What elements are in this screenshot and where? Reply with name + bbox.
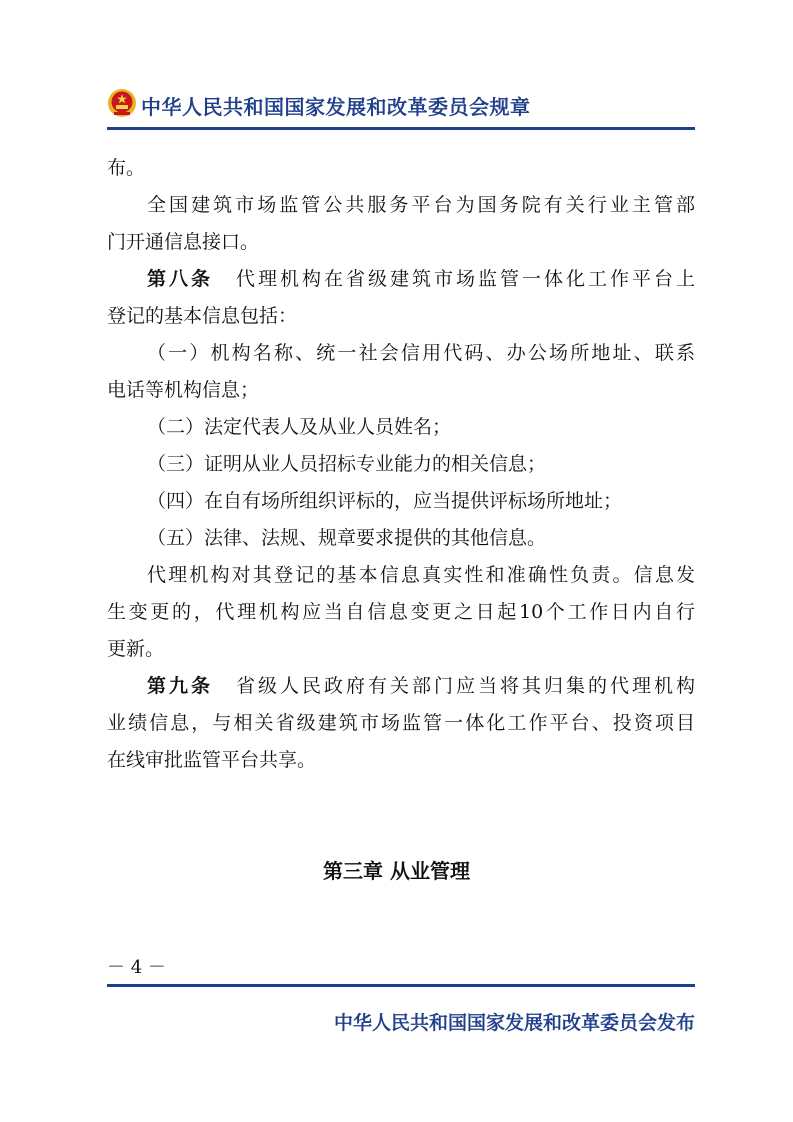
text-line: 门开通信息接口。 (107, 231, 260, 253)
text-line: 在线审批监管平台共享。 (107, 749, 317, 771)
header-title: 中华人民共和国国家发展和改革委员会规章 (141, 95, 531, 119)
page-number: － 4 － (107, 957, 166, 978)
text-line: 全国建筑市场监管公共服务平台为国务院有关行业主管部 (147, 194, 695, 216)
list-item: （三）证明从业人员招标专业能力的相关信息； (147, 453, 547, 475)
text-line: 代理机构对其登记的基本信息真实性和准确性负责。信息发 (147, 564, 695, 586)
article-eight-label: 第八条 (147, 268, 213, 290)
text-line: 代理机构在省级建筑市场监管一体化工作平台上 (233, 268, 695, 290)
text-line: 布。 (107, 157, 146, 179)
text-line: 更新。 (107, 638, 165, 660)
chapter-title: 第三章 从业管理 (323, 859, 470, 883)
footer-divider (107, 984, 695, 987)
footer-publisher: 中华人民共和国国家发展和改革委员会发布 (333, 1012, 695, 1034)
text-line: 生变更的，代理机构应当自信息变更之日起10个工作日内自行 (107, 601, 695, 623)
text-line: 登记的基本信息包括： (107, 305, 298, 327)
list-item: （一）机构名称、统一社会信用代码、办公场所地址、联系 (147, 342, 695, 364)
list-item: （二）法定代表人及从业人员姓名； (147, 416, 452, 438)
article-eight (147, 266, 695, 292)
header-divider (107, 127, 695, 130)
list-item: （五）法律、法规、规章要求提供的其他信息。 (147, 527, 547, 549)
list-item: （四）在自有场所组织评标的，应当提供评标场所地址； (147, 490, 623, 512)
text-line: 电话等机构信息； (107, 379, 260, 401)
page-header (107, 86, 695, 122)
article-nine (147, 673, 695, 699)
article-nine-label: 第九条 (147, 675, 213, 697)
text-line: 业绩信息，与相关省级建筑市场监管一体化工作平台、投资项目 (107, 712, 695, 734)
text-line: 省级人民政府有关部门应当将其归集的代理机构 (233, 675, 695, 697)
national-emblem-icon (107, 88, 137, 118)
